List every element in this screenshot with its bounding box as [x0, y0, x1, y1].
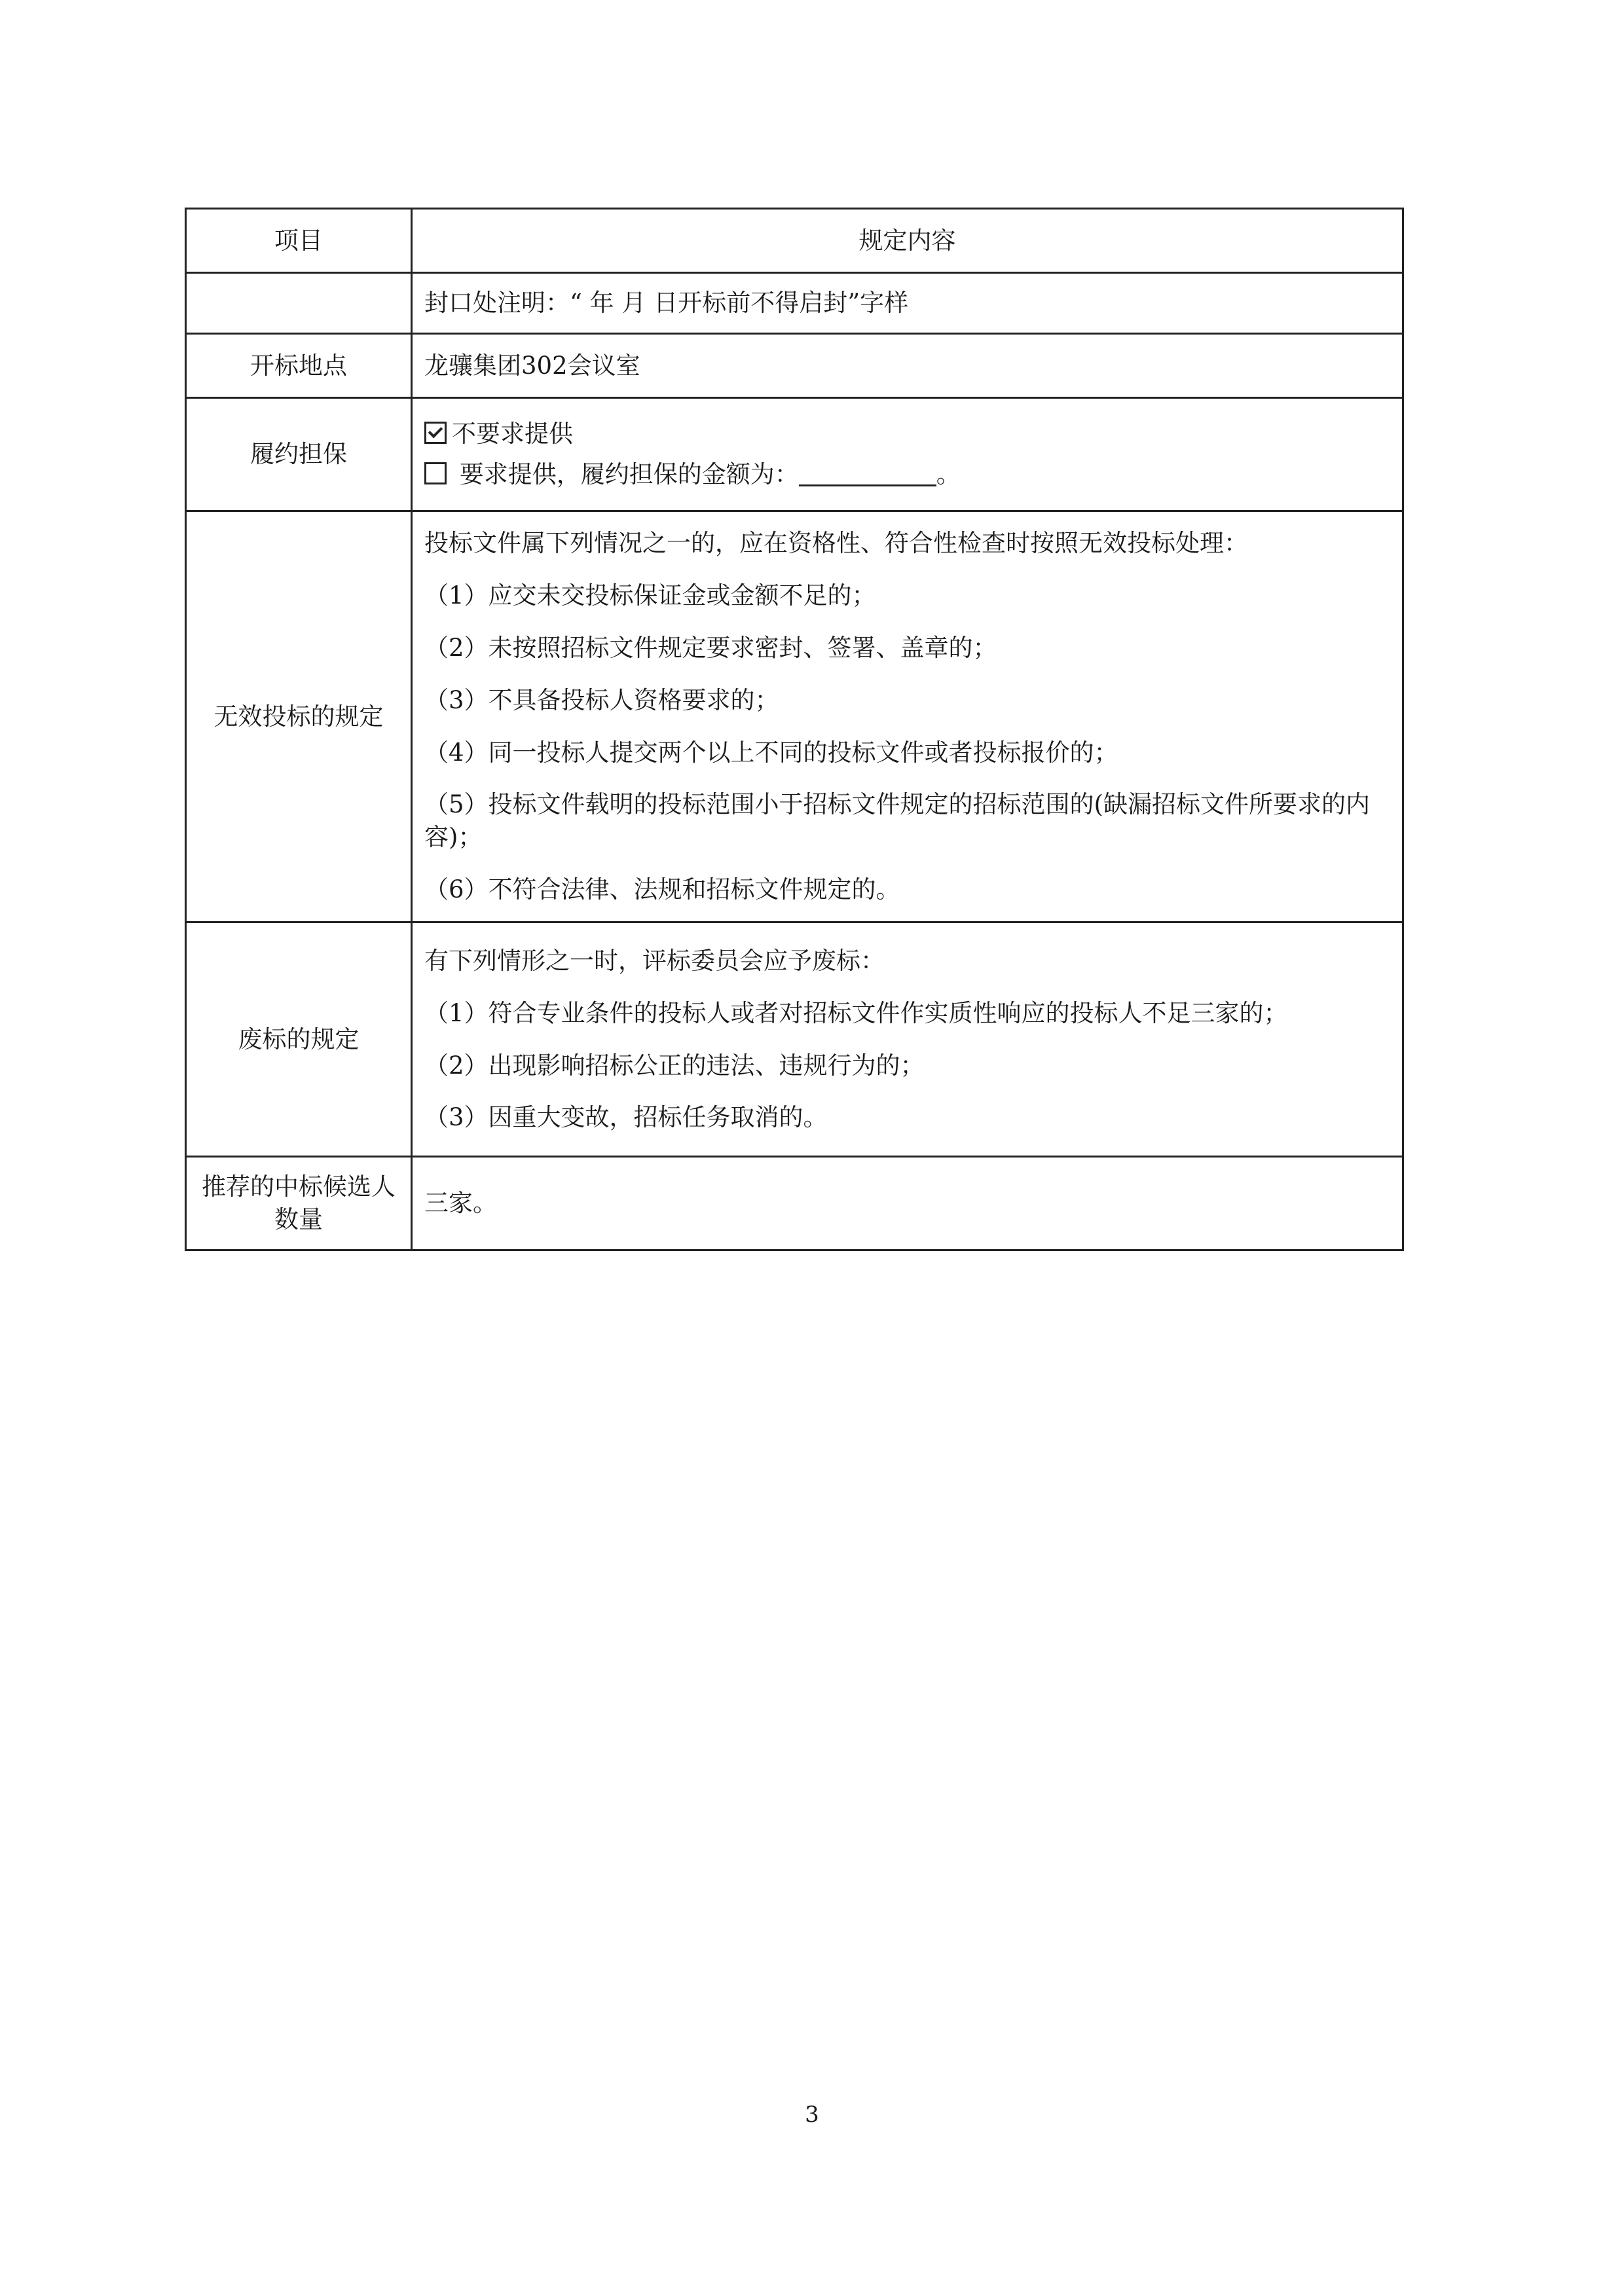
table-row: [186, 334, 1403, 398]
invalid-rule-2: （2）未按照招标文件规定要求密封、签署、盖章的；: [424, 633, 997, 662]
invalid-content-cell: [412, 511, 1403, 922]
bid-spec-table: [185, 208, 1404, 1251]
table-row: [186, 511, 1403, 922]
guarantee-option2-tail: 。: [936, 460, 961, 488]
table-row: [186, 1157, 1403, 1250]
checked-checkbox-icon: [424, 422, 447, 444]
table-row: [186, 922, 1403, 1157]
guarantee-option1-label: 不要求提供: [452, 420, 573, 448]
table-row: [186, 273, 1403, 334]
invalid-intro: 投标文件属下列情况之一的，应在资格性、符合性检查时按照无效投标处理：: [424, 528, 1248, 557]
candidates-item-cell: 推荐的中标候选人数量: [186, 1157, 412, 1250]
void-intro: 有下列情形之一时，评标委员会应予废标：: [424, 946, 885, 975]
void-content-cell: [412, 922, 1403, 1157]
guarantee-option-not-required: [424, 414, 1390, 454]
invalid-rule-3: （3）不具备投标人资格要求的；: [424, 685, 779, 714]
invalid-rule-1: （1）应交未交投标保证金或金额不足的；: [424, 581, 876, 610]
table-header-row: [186, 209, 1403, 273]
seal-content-cell: 封口处注明：“ 年 月 日开标前不得启封”字样: [412, 273, 1403, 334]
place-content-cell: 龙骧集团302会议室: [412, 334, 1403, 398]
page-number: 3: [805, 2102, 819, 2128]
void-rule-3: （3）因重大变故，招标任务取消的。: [424, 1103, 828, 1132]
place-item-cell: 开标地点: [186, 334, 412, 398]
seal-item-cell: [186, 273, 412, 334]
table-row: [186, 398, 1403, 511]
void-rule-1: （1）符合专业条件的投标人或者对招标文件作实质性响应的投标人不足三家的；: [424, 998, 1288, 1027]
void-rule-2: （2）出现影响招标公正的违法、违规行为的；: [424, 1051, 925, 1080]
guarantee-option-required: [424, 454, 1390, 495]
invalid-rule-4: （4）同一投标人提交两个以上不同的投标文件或者投标报价的；: [424, 738, 1118, 767]
guarantee-option2-label: 要求提供，履约担保的金额为：: [459, 460, 799, 488]
candidates-content-cell: 三家。: [412, 1157, 1403, 1250]
unchecked-checkbox-icon: [424, 462, 447, 484]
invalid-rule-5: （5）投标文件载明的投标范围小于招标文件规定的招标范围的(缺漏招标文件所要求的内容)；: [424, 790, 1370, 852]
invalid-rule-6: （6）不符合法律、法规和招标文件规定的。: [424, 875, 900, 904]
header-content: 规定内容: [412, 209, 1403, 273]
void-item-cell: 废标的规定: [186, 922, 412, 1157]
amount-blank-line: [799, 464, 936, 486]
guarantee-content-cell: [412, 398, 1403, 511]
invalid-item-cell: 无效投标的规定: [186, 511, 412, 922]
header-item: 项目: [186, 209, 412, 273]
guarantee-item-cell: 履约担保: [186, 398, 412, 511]
